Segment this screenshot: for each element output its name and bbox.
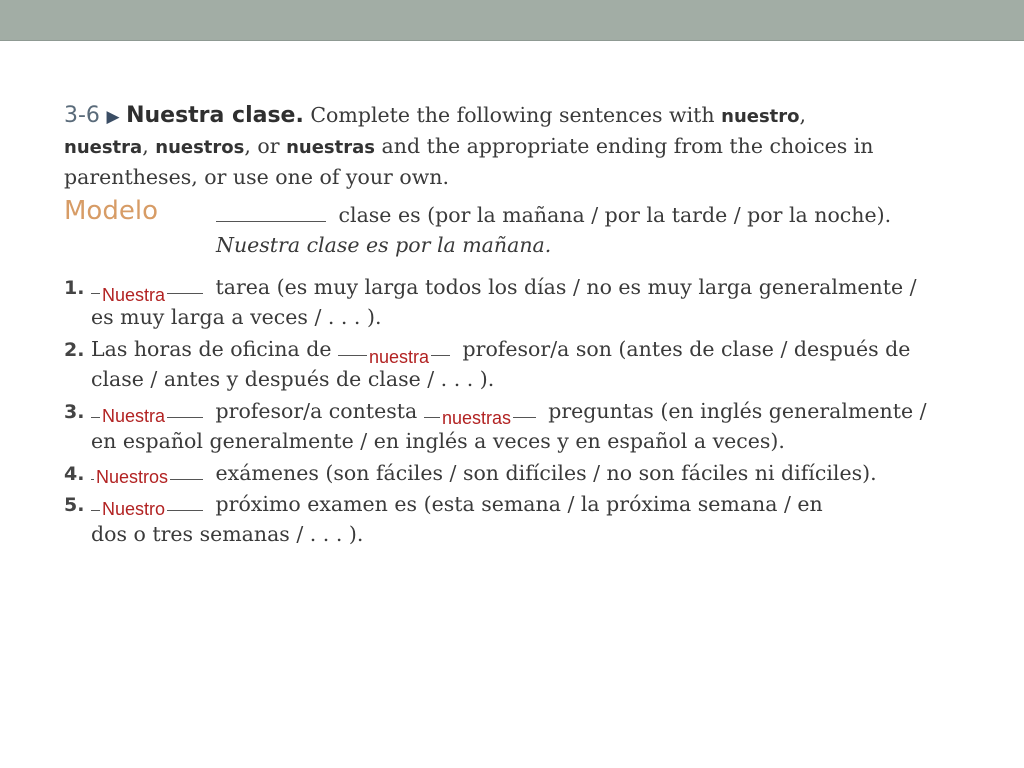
item-5-line-2: [64, 519, 964, 550]
item-5: [64, 488, 964, 519]
word-nuestros: nuestros: [155, 137, 245, 158]
item-number: 4.: [64, 463, 85, 485]
item-text: profesor/a son (antes de clase / después de: [462, 337, 911, 361]
item-number: 3.: [64, 401, 85, 423]
instructions-line-2: [64, 131, 964, 162]
answer-3b: nuestras: [442, 408, 512, 428]
blank: [216, 199, 326, 222]
item-text: en español generalmente / en inglés a veces y en español a veces).: [91, 429, 785, 453]
exercise-block: [64, 100, 964, 550]
word-nuestra: nuestra: [64, 137, 143, 158]
modelo-line: [64, 196, 964, 230]
item-1: [64, 271, 964, 302]
item-number: 5.: [64, 494, 85, 516]
word-nuestro: nuestro: [721, 106, 800, 127]
arrow-icon: ▶: [106, 107, 120, 127]
item-number: 2.: [64, 339, 85, 361]
exercise-number: 3-6: [64, 103, 100, 128]
item-text: exámenes (son fáciles / son difíciles / no son fáciles ni difíciles).: [215, 461, 877, 485]
instructions-text: parentheses, or use one of your own.: [64, 165, 449, 189]
comma: ,: [799, 103, 807, 127]
modelo-answer: Nuestra clase es por la mañana.: [216, 233, 552, 257]
item-3-line-2: [64, 426, 964, 457]
instructions-line-1: [64, 100, 964, 131]
item-3: [64, 395, 964, 426]
instructions-text: and the appropriate ending from the choices in: [381, 134, 874, 158]
comma: ,: [142, 134, 149, 158]
item-number: 1.: [64, 277, 85, 299]
item-text: próximo examen es (esta semana / la próxima semana / en: [215, 492, 823, 516]
item-text: dos o tres semanas / . . . ).: [91, 522, 364, 546]
instructions-text: Complete the following sentences with: [310, 103, 715, 127]
item-1-line-2: [64, 302, 964, 333]
item-text: profesor/a contesta: [215, 399, 418, 423]
top-bar: [0, 0, 1024, 41]
item-text: clase / antes y después de clase / . . . ).: [91, 367, 495, 391]
answer-5: Nuestro: [102, 499, 166, 519]
modelo-sentence: [216, 199, 891, 231]
item-text: es muy larga a veces / . . . ).: [91, 305, 382, 329]
item-text: Las horas de oficina de: [90, 337, 332, 361]
exercise-title: Nuestra clase.: [126, 103, 304, 128]
item-text: preguntas (en inglés generalmente /: [548, 399, 927, 423]
item-text: tarea (es muy larga todos los días / no es muy larga generalmente /: [215, 275, 917, 299]
answer-3a: Nuestra: [102, 406, 166, 426]
modelo-answer-line: [64, 230, 964, 261]
modelo-label: Modelo: [64, 196, 158, 226]
or-text: , or: [244, 134, 280, 158]
answer-4: Nuestros: [96, 467, 169, 487]
answer-2: nuestra: [369, 347, 430, 367]
answer-1: Nuestra: [102, 285, 166, 305]
item-2-line-2: [64, 364, 964, 395]
item-4: [64, 457, 964, 488]
modelo-sentence-text: clase es (por la mañana / por la tarde / por la noche).: [338, 203, 892, 227]
word-nuestras: nuestras: [286, 137, 375, 158]
instructions-line-3: [64, 162, 964, 193]
item-2: [64, 333, 964, 364]
